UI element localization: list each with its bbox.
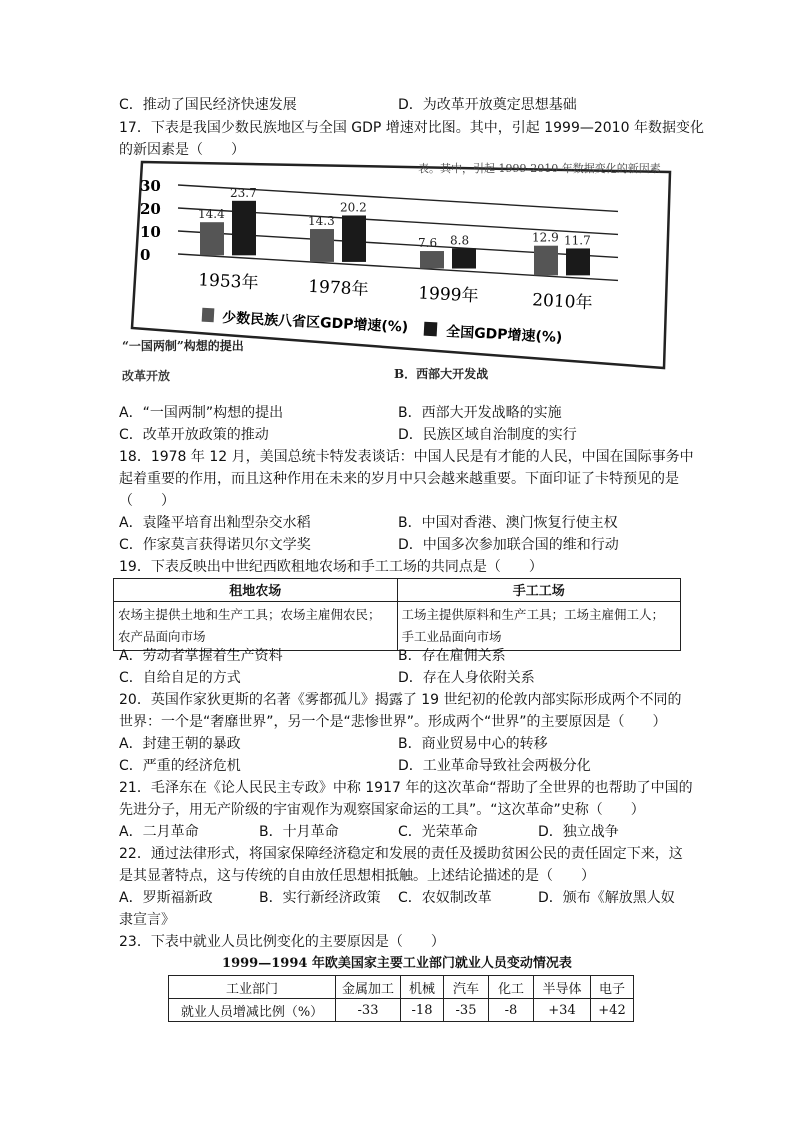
- chart-bottom-left2: 改革开放: [122, 369, 171, 383]
- q23-header-chemical: 化工: [489, 976, 534, 999]
- q17-option-b: B．西部大开发战略的实施: [398, 405, 562, 421]
- q19-option-d: D．存在人身依附关系: [398, 670, 535, 686]
- q17-option-c: C．改革开放政策的推动: [119, 427, 269, 443]
- q17-stem-line1: 17．下表是我国少数民族地区与全国 GDP 增速对比图。其中，引起 1999—2010 年数据变化: [119, 120, 704, 136]
- chart-svg: [118, 158, 674, 384]
- q18-stem-line1: 18．1978 年 12 月，美国总统卡特发表谈话：中国人民是有才能的人民，中国在国际事务中: [119, 449, 694, 465]
- bar-label-national-3: 11.7: [564, 233, 591, 248]
- bar-label-minority-1: 14.3: [308, 214, 335, 229]
- q20-option-d: D．工业革命导致社会两极分化: [398, 758, 591, 774]
- q23-table-title: 1999—1994 年欧美国家主要工业部门就业人员变动情况表: [222, 956, 572, 971]
- x-category-label-1: 1978年: [307, 276, 369, 300]
- q20-option-b: B．商业贸易中心的转移: [398, 736, 548, 752]
- q23-stem: 23．下表中就业人员比例变化的主要原因是（ ）: [119, 934, 445, 950]
- q18-stem-line3: （ ）: [119, 493, 175, 509]
- q23-header-semiconductor: 半导体: [534, 976, 591, 999]
- q22-option-d: D．颁布《解放黑人奴: [538, 890, 675, 906]
- bar-label-national-0: 23.7: [230, 185, 257, 200]
- q18-option-d: D．中国多次参加联合国的维和行动: [398, 537, 619, 553]
- q19-option-b: B．存在雇佣关系: [398, 648, 506, 664]
- q18-option-c: C．作家莫言获得诺贝尔文学奖: [119, 537, 311, 553]
- q22-option-b: B．实行新经济政策: [259, 890, 381, 906]
- q20-option-c: C．严重的经济危机: [119, 758, 241, 774]
- bar-label-minority-3: 12.9: [532, 230, 559, 245]
- q19-table: [113, 578, 681, 651]
- q19-option-a: A．劳动者掌握着生产资料: [119, 648, 283, 664]
- x-category-label-2: 1999年: [417, 283, 479, 307]
- q16-option-c: C．推动了国民经济快速发展: [119, 97, 297, 113]
- q23-value-metal: -33: [336, 999, 401, 1022]
- q17-option-d: D．民族区域自治制度的实行: [398, 427, 577, 443]
- q18-option-b: B．中国对香港、澳门恢复行使主权: [398, 515, 618, 531]
- y-tick-label-10: 10: [140, 223, 161, 241]
- q23-value-electronics: +42: [591, 999, 634, 1022]
- legend-swatch-national: [424, 322, 438, 337]
- q21-option-b: B．十月革命: [259, 824, 339, 840]
- legend-label-minority: 少数民族八省区GDP增速(%): [221, 310, 409, 336]
- q17-stem-line2: 的新因素是（ ）: [119, 142, 245, 158]
- bar-label-minority-0: 14.4: [198, 207, 225, 222]
- q23-header-auto: 汽车: [444, 976, 489, 999]
- q22-stem-line2: 是其显著特点，这与传统的自由放任思想相抵触。上述结论描述的是（ ）: [119, 868, 595, 884]
- q16-option-d: D．为改革开放奠定思想基础: [398, 97, 577, 113]
- chart-legend: [202, 308, 563, 346]
- q19-header-workshop: 手工工场: [397, 579, 681, 602]
- q19-cell-farm: 农场主提供土地和生产工具；农场主雇佣农民；农产品面向市场: [114, 602, 398, 651]
- bar-national-3: [566, 248, 590, 275]
- q21-stem-line1: 21．毛泽东在《论人民民主专政》中称 1917 年的这次革命“帮助了全世界的也帮助了中国的: [119, 780, 693, 796]
- q23-table: [168, 975, 634, 1022]
- chart-bars: [198, 186, 593, 314]
- q23-value-auto: -35: [444, 999, 489, 1022]
- q23-header-sector: 工业部门: [169, 976, 336, 999]
- q19-option-c: C．自给自足的方式: [119, 670, 241, 686]
- x-category-label-0: 1953年: [197, 270, 259, 294]
- q23-header-machinery: 机械: [401, 976, 444, 999]
- q17-option-a: A．“一国两制”构想的提出: [119, 405, 284, 421]
- bar-minority-1: [310, 229, 334, 262]
- q21-option-c: C．光荣革命: [398, 824, 478, 840]
- q23-header-metal: 金属加工: [336, 976, 401, 999]
- chart-top-text: 表。其中，引起 1999-2010 年数据变化的新因素: [418, 162, 661, 175]
- q19-cell-workshop: 工场主提供原料和生产工具；工场主雇佣工人；手工业品面向市场: [397, 602, 681, 651]
- q18-option-a: A．袁隆平培育出籼型杂交水稻: [119, 515, 311, 531]
- bar-label-minority-2: 7.6: [418, 236, 438, 251]
- q21-option-a: A．二月革命: [119, 824, 199, 840]
- q23-value-chemical: -8: [489, 999, 534, 1022]
- q20-stem-line1: 20．英国作家狄更斯的名著《雾都孤儿》揭露了 19 世纪初的伦敦内部实际形成两个不同的: [119, 692, 682, 708]
- bar-minority-0: [200, 222, 224, 255]
- legend-swatch-minority: [202, 308, 215, 323]
- q23-row-label: 就业人员增减比例（%）: [169, 999, 336, 1022]
- bar-national-2: [452, 248, 476, 268]
- gdp-bar-chart: [118, 158, 674, 384]
- q23-value-semiconductor: +34: [534, 999, 591, 1022]
- q22-stem-line1: 22．通过法律形式，将国家保障经济稳定和发展的责任及援助贫困公民的责任固定下来，这: [119, 846, 683, 862]
- q21-stem-line2: 先进分子，用无产阶级的宇宙观作为观察国家命运的工具”。“这次革命”史称（ ）: [119, 802, 645, 818]
- q22-option-d-wrap: 隶宣言》: [119, 912, 175, 928]
- chart-bottom-left: “一国两制”构想的提出: [122, 339, 244, 353]
- bar-label-national-2: 8.8: [450, 233, 470, 248]
- q20-stem-line2: 世界：一个是“奢靡世界”，另一个是“悲惨世界”。形成两个“世界”的主要原因是（ ）: [119, 714, 667, 730]
- bar-minority-3: [534, 246, 558, 276]
- q18-stem-line2: 起着重要的作用，而且这种作用在未来的岁月中只会越来越重要。下面印证了卡特预见的是: [119, 471, 679, 487]
- q19-stem: 19．下表反映出中世纪西欧租地农场和手工工场的共同点是（ ）: [119, 559, 543, 575]
- q22-option-a: A．罗斯福新政: [119, 890, 213, 906]
- x-category-label-3: 2010年: [531, 290, 593, 314]
- bar-label-national-1: 20.2: [340, 200, 367, 215]
- q23-value-machinery: -18: [401, 999, 444, 1022]
- y-tick-label-30: 30: [140, 177, 161, 195]
- chart-bottom-right: B．西部大开发战: [394, 367, 489, 381]
- q23-header-electronics: 电子: [591, 976, 634, 999]
- q22-option-c: C．农奴制改革: [398, 890, 492, 906]
- q19-header-farm: 租地农场: [114, 579, 398, 602]
- bar-national-0: [232, 201, 256, 256]
- y-tick-label-20: 20: [140, 200, 161, 218]
- q21-option-d: D．独立战争: [538, 824, 619, 840]
- bar-minority-2: [420, 251, 444, 268]
- legend-label-national: 全国GDP增速(%): [445, 324, 563, 347]
- bar-national-1: [342, 215, 366, 261]
- q20-option-a: A．封建王朝的暴政: [119, 736, 241, 752]
- y-tick-label-0: 0: [140, 246, 151, 264]
